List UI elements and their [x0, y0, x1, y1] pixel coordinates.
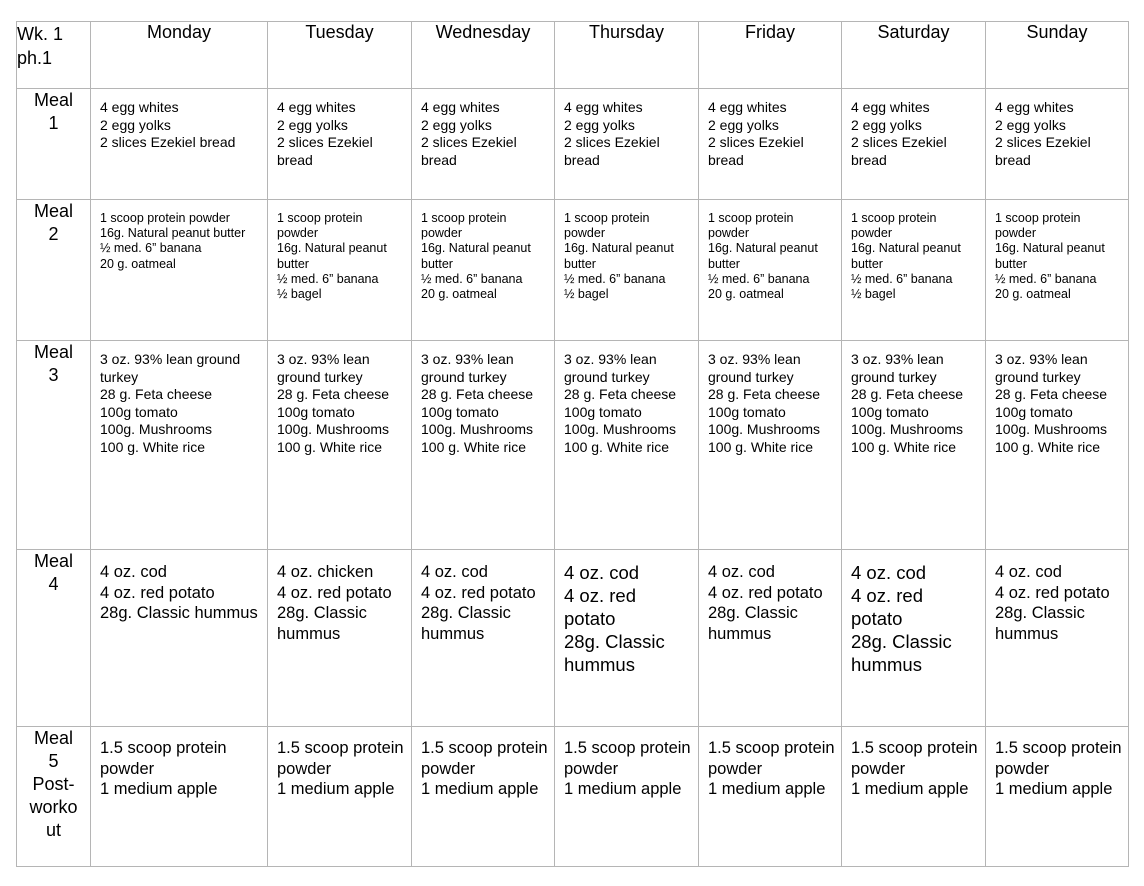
- meal-items: 4 egg whites 2 egg yolks 2 slices Ezekiel bread: [851, 99, 947, 168]
- meal-items: 1 scoop protein powder 16g. Natural peanut butter ½ med. 6” banana 20 g. oatmeal: [708, 211, 818, 302]
- meal-cell: [986, 550, 1129, 727]
- day-header-tuesday: Tuesday: [268, 22, 412, 89]
- meal-items: 3 oz. 93% lean ground turkey 28 g. Feta cheese 100g tomato 100g. Mushrooms 100 g. White rice: [100, 351, 241, 455]
- meal-items: 1 scoop protein powder 16g. Natural peanut butter ½ med. 6” banana ½ bagel: [851, 211, 961, 302]
- meal-items: 1.5 scoop protein powder 1 medium apple: [421, 739, 548, 799]
- meal-items: 3 oz. 93% lean ground turkey 28 g. Feta cheese 100g tomato 100g. Mushrooms 100 g. White rice: [277, 351, 390, 455]
- meal-items: 4 egg whites 2 egg yolks 2 slices Ezekiel bread: [995, 99, 1091, 168]
- header-row: [17, 22, 1129, 89]
- meal-cell: [91, 200, 268, 341]
- meal-items: 1.5 scoop protein powder 1 medium apple: [995, 739, 1122, 799]
- meal-cell: [91, 550, 268, 727]
- meal-cell: [412, 341, 555, 550]
- meal-items: 4 oz. cod 4 oz. red potato 28g. Classic hummus: [995, 563, 1110, 643]
- meal-items: 4 egg whites 2 egg yolks 2 slices Ezekiel bread: [100, 99, 236, 150]
- meal-cell: [412, 89, 555, 200]
- meal-label: Meal 3: [17, 341, 91, 550]
- meal-row-2: [17, 200, 1129, 341]
- meal-label: Meal 5 Post- worko ut: [17, 727, 91, 867]
- meal-items: 3 oz. 93% lean ground turkey 28 g. Feta cheese 100g tomato 100g. Mushrooms 100 g. White rice: [995, 351, 1108, 455]
- meal-items: 4 oz. cod 4 oz. red potato 28g. Classic hummus: [564, 562, 665, 675]
- meal-items: 1.5 scoop protein powder 1 medium apple: [564, 739, 691, 799]
- day-header-monday: Monday: [91, 22, 268, 89]
- meal-items: 1.5 scoop protein powder 1 medium apple: [851, 739, 978, 799]
- meal-items: 3 oz. 93% lean ground turkey 28 g. Feta cheese 100g tomato 100g. Mushrooms 100 g. White rice: [708, 351, 821, 455]
- meal-cell: [986, 200, 1129, 341]
- meal-cell: [91, 341, 268, 550]
- meal-items: 1 scoop protein powder 16g. Natural peanut butter ½ med. 6” banana 20 g. oatmeal: [421, 211, 531, 302]
- day-header-wednesday: Wednesday: [412, 22, 555, 89]
- meal-cell: [91, 89, 268, 200]
- meal-cell: [555, 89, 699, 200]
- meal-cell: [555, 341, 699, 550]
- meal-row-4: [17, 550, 1129, 727]
- meal-cell: [842, 550, 986, 727]
- meal-cell: [986, 341, 1129, 550]
- meal-row-3: [17, 341, 1129, 550]
- day-header-sunday: Sunday: [986, 22, 1129, 89]
- meal-items: 4 oz. cod 4 oz. red potato 28g. Classic hummus: [100, 563, 258, 623]
- meal-items: 3 oz. 93% lean ground turkey 28 g. Feta cheese 100g tomato 100g. Mushrooms 100 g. White rice: [851, 351, 964, 455]
- meal-items: 1.5 scoop protein powder 1 medium apple: [277, 739, 404, 799]
- week-phase-label: Wk. 1 ph.1: [17, 22, 91, 89]
- day-header-thursday: Thursday: [555, 22, 699, 89]
- meal-cell: [268, 550, 412, 727]
- meal-items: 3 oz. 93% lean ground turkey 28 g. Feta cheese 100g tomato 100g. Mushrooms 100 g. White rice: [564, 351, 677, 455]
- meal-cell: [699, 200, 842, 341]
- meal-items: 4 oz. cod 4 oz. red potato 28g. Classic hummus: [421, 563, 536, 643]
- meal-label: Meal 1: [17, 89, 91, 200]
- meal-items: 1 scoop protein powder 16g. Natural peanut butter ½ med. 6” banana 20 g. oatmeal: [995, 211, 1105, 302]
- meal-cell: [842, 200, 986, 341]
- day-header-saturday: Saturday: [842, 22, 986, 89]
- meal-items: 4 oz. cod 4 oz. red potato 28g. Classic hummus: [708, 563, 823, 643]
- meal-cell: [412, 550, 555, 727]
- meal-cell: [268, 200, 412, 341]
- meal-row-5: [17, 727, 1129, 867]
- meal-cell: [555, 200, 699, 341]
- meal-cell: [699, 727, 842, 867]
- meal-items: 1 scoop protein powder 16g. Natural peanut butter ½ med. 6” banana 20 g. oatmeal: [100, 211, 246, 271]
- meal-items: 4 egg whites 2 egg yolks 2 slices Ezekiel bread: [564, 99, 660, 168]
- meal-items: 4 oz. cod 4 oz. red potato 28g. Classic hummus: [851, 562, 952, 675]
- meal-cell: [555, 550, 699, 727]
- meal-items: 1.5 scoop protein powder 1 medium apple: [100, 739, 227, 799]
- meal-items: 1 scoop protein powder 16g. Natural peanut butter ½ med. 6” banana ½ bagel: [277, 211, 387, 302]
- meal-cell: [412, 200, 555, 341]
- meal-cell: [699, 550, 842, 727]
- meal-label: Meal 2: [17, 200, 91, 341]
- day-header-friday: Friday: [699, 22, 842, 89]
- meal-cell: [268, 727, 412, 867]
- meal-cell: [268, 341, 412, 550]
- meal-items: 4 egg whites 2 egg yolks 2 slices Ezekiel bread: [277, 99, 373, 168]
- meal-cell: [699, 341, 842, 550]
- meal-cell: [412, 727, 555, 867]
- meal-cell: [842, 341, 986, 550]
- meal-items: 4 egg whites 2 egg yolks 2 slices Ezekiel bread: [421, 99, 517, 168]
- meal-items: 4 oz. chicken 4 oz. red potato 28g. Classic hummus: [277, 563, 392, 643]
- meal-row-1: [17, 89, 1129, 200]
- meal-cell: [986, 727, 1129, 867]
- meal-cell: [555, 727, 699, 867]
- meal-plan-table: [16, 21, 1129, 867]
- meal-cell: [91, 727, 268, 867]
- meal-cell: [842, 727, 986, 867]
- meal-cell: [842, 89, 986, 200]
- meal-cell: [699, 89, 842, 200]
- meal-cell: [268, 89, 412, 200]
- meal-items: 4 egg whites 2 egg yolks 2 slices Ezekiel bread: [708, 99, 804, 168]
- meal-items: 1 scoop protein powder 16g. Natural peanut butter ½ med. 6” banana ½ bagel: [564, 211, 674, 302]
- meal-cell: [986, 89, 1129, 200]
- meal-items: 1.5 scoop protein powder 1 medium apple: [708, 739, 835, 799]
- meal-items: 3 oz. 93% lean ground turkey 28 g. Feta cheese 100g tomato 100g. Mushrooms 100 g. White rice: [421, 351, 534, 455]
- meal-label: Meal 4: [17, 550, 91, 727]
